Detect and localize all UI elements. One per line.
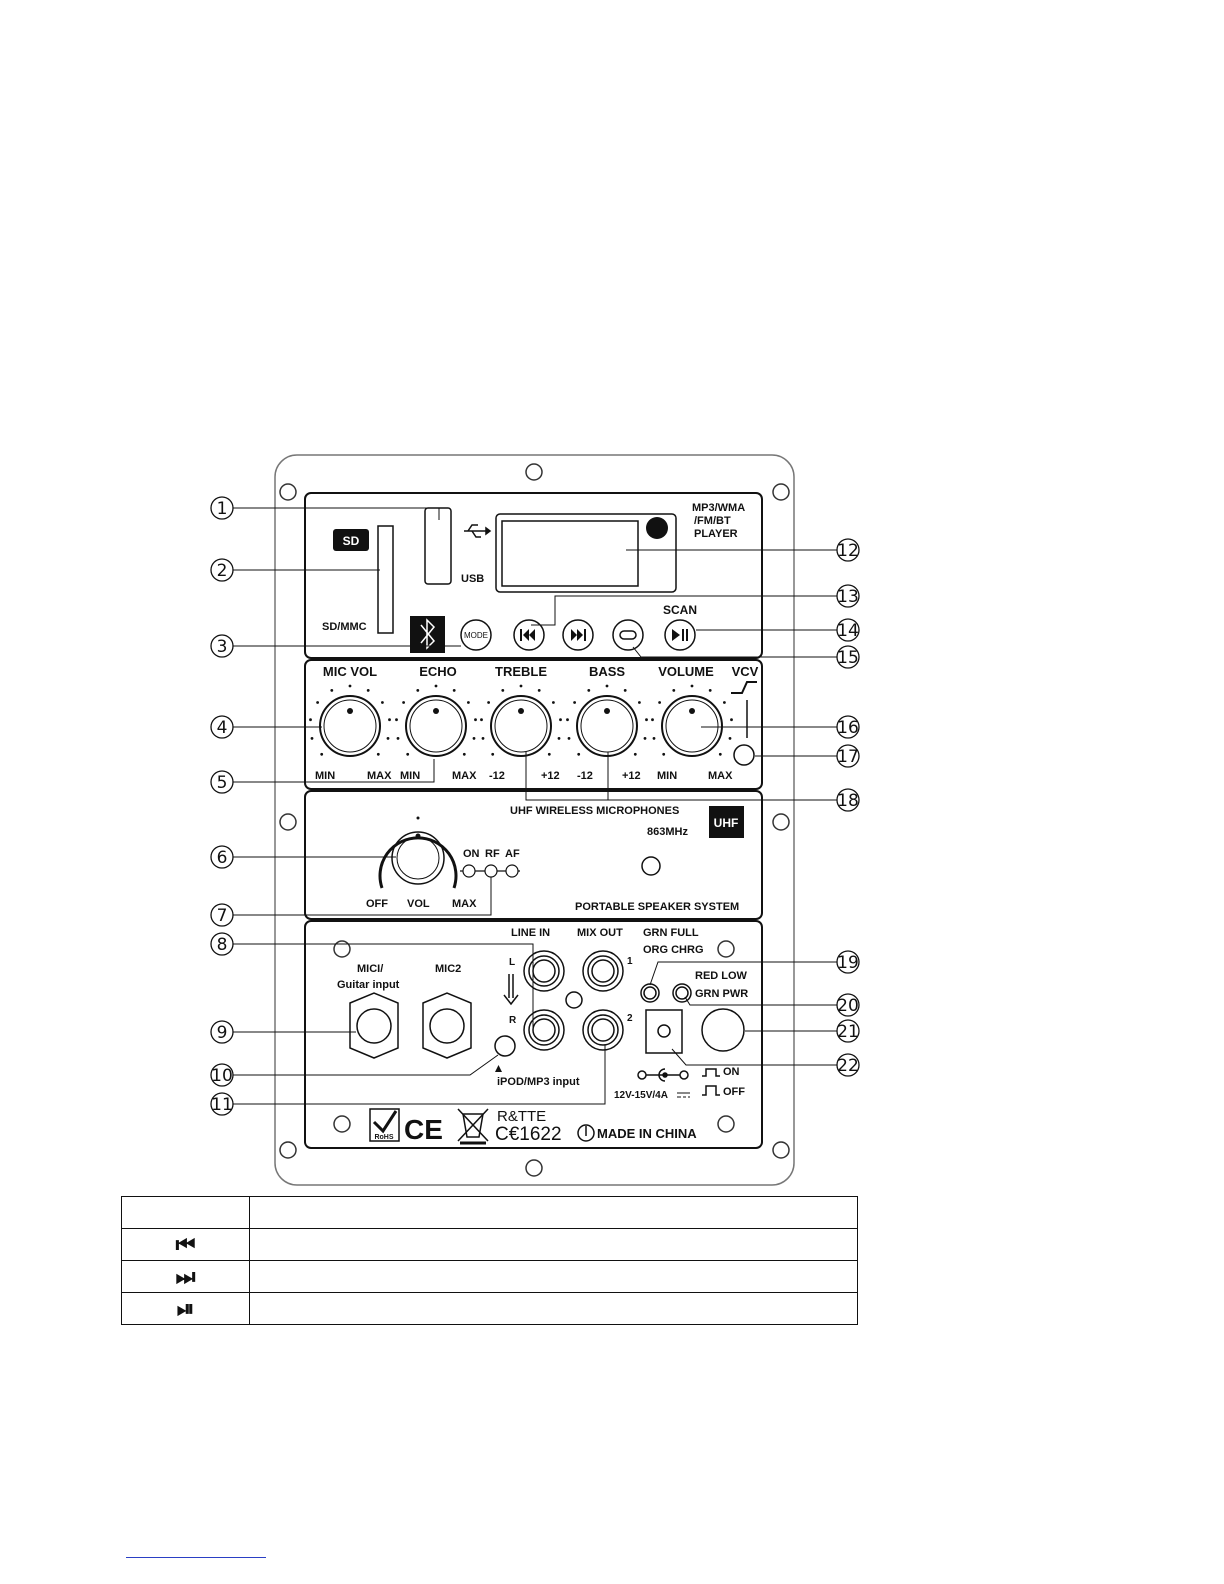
ipod-arrow-icon [495,1065,502,1072]
line-in-left-label: L [509,957,516,968]
treble-max: +12 [541,770,560,782]
power-spec-label: 12V-15V/4A [614,1090,668,1101]
treble-min: -12 [489,770,505,782]
repeat-button[interactable] [613,620,643,650]
next-button[interactable] [563,620,593,650]
mic-vol-max: MAX [367,770,392,782]
play-pause-button[interactable] [665,620,695,650]
uhf-vol-label: VOL [407,898,430,910]
table-row [122,1229,858,1261]
ce-code: C€1622 [495,1124,562,1145]
callout-number: 14 [837,621,859,641]
mic1-jack[interactable] [350,993,398,1058]
weee-bin-icon [458,1109,488,1143]
svg-text:UHF: UHF [713,816,739,830]
power-on-label: ON [723,1066,740,1078]
scan-label: SCAN [662,603,698,617]
volume-max: MAX [708,770,733,782]
callout-number: 18 [837,791,859,811]
callout-7 [211,904,233,926]
table-row [122,1261,858,1293]
previous-icon [520,629,535,641]
knob-title-volume: VOLUME [658,664,714,679]
callout-21 [837,1020,859,1042]
uhf-title: UHF WIRELESS MICROPHONES [510,805,680,817]
mic2-jack[interactable] [423,993,471,1058]
line-in-label: LINE IN [511,927,551,939]
switch-off-icon [702,1086,720,1095]
footer-link-underline[interactable] [126,1557,266,1558]
power-off-label: OFF [723,1086,745,1098]
callout-14 [837,619,859,641]
table-row [122,1197,858,1229]
line-in-right-label: R [509,1015,517,1026]
callout-6 [211,846,233,868]
callout-number: 16 [837,718,859,738]
line-in-right-jack[interactable] [524,1010,564,1050]
callout-8 [211,933,233,955]
mic2-label: MIC2 [435,963,462,975]
knob-title-mic-vol: MIC VOL [322,664,378,679]
down-arrow-icon [504,974,518,1004]
callout-18 [837,789,859,811]
mix-out-2-jack[interactable] [583,1010,623,1050]
sd-card-slot[interactable] [378,526,393,633]
uhf-vol-max: MAX [452,898,477,910]
dc-polarity-icon [638,1069,688,1081]
red-low-label: RED LOW [695,970,747,982]
callout-number: 1 [216,499,228,519]
mix-out-1-jack[interactable] [583,951,623,991]
lcd-display [502,521,638,586]
callout-number: 12 [837,541,859,561]
callout-number: 20 [837,996,859,1016]
usb-port[interactable] [425,508,451,584]
uhf-badge [709,806,744,838]
mix-out-1-label: 1 [627,956,633,967]
grn-full-label: GRN FULL [643,927,699,939]
mic-vol-knob[interactable] [309,685,391,756]
sd-slot-label: SD/MMC [322,621,367,633]
callout-11 [211,1093,233,1115]
made-in-label: MADE IN CHINA [597,1126,697,1141]
callout-19 [837,951,859,973]
callout-16 [837,716,859,738]
usb-label: USB [461,573,485,585]
usb-icon [464,525,490,537]
table-row [122,1293,858,1325]
callout-number: 2 [216,561,228,581]
play-pause-icon: ⏯ [122,1293,250,1325]
callout-number: 9 [216,1023,228,1043]
uhf-indicator-leds [460,865,520,877]
bass-knob[interactable] [566,685,648,756]
power-symbol-icon [578,1125,594,1141]
callout-17 [837,745,859,767]
ir-sensor [646,517,668,539]
rtte-label: R&TTE [497,1108,547,1125]
line-in-left-jack[interactable] [524,951,564,991]
callout-3 [211,635,233,657]
uhf-volume-knob[interactable] [380,817,456,889]
ipod-input-jack[interactable] [495,1036,515,1056]
dc-symbol-icon [677,1093,690,1097]
repeat-icon [620,631,636,639]
next-icon: ⏭ [122,1261,250,1293]
next-icon [571,629,586,641]
callout-13 [837,585,859,607]
treble-knob[interactable] [480,685,562,756]
knob-title-echo: ECHO [419,664,457,679]
callout-number: 5 [216,773,228,793]
volume-min: MIN [657,770,678,782]
rotary-knobs [309,685,733,756]
callout-number: 13 [837,587,859,607]
org-chrg-label: ORG CHRG [643,944,704,956]
callout-20 [837,994,859,1016]
volume-knob[interactable] [651,685,733,756]
svg-text:RoHS: RoHS [374,1134,394,1141]
sd-logo [333,529,369,551]
callout-number: 8 [216,935,228,955]
io-screw-hole [566,992,582,1008]
mode-button[interactable] [461,620,491,650]
callout-number: 11 [211,1095,233,1115]
power-switch[interactable] [702,1009,744,1051]
legend-description-cell [250,1293,858,1325]
mic1-guitar-label: Guitar input [337,979,400,991]
callout-number: 22 [837,1056,859,1076]
callout-number: 15 [837,648,859,668]
knob-title-bass: BASS [588,664,626,679]
bluetooth-icon [410,616,445,653]
callout-number: 21 [837,1022,859,1042]
player-label-3: PLAYER [694,528,738,540]
uhf-ir-window [642,857,660,875]
callout-12 [837,539,859,561]
uhf-vol-off: OFF [366,898,388,910]
mix-out-label: MIX OUT [577,927,623,939]
svg-text:MODE: MODE [464,631,488,640]
vcv-switch-icon [731,682,757,693]
mic-vol-min: MIN [315,770,336,782]
legend-description-cell [250,1229,858,1261]
switch-on-icon [702,1069,720,1076]
indicator-on: ON [463,848,480,860]
callout-number: 17 [837,747,859,767]
play-pause-icon [672,629,688,641]
vcv-indicator-led [734,745,754,765]
legend-description-cell [250,1261,858,1293]
ce-mark: CE [404,1114,443,1145]
player-label-1: MP3/WMA [692,502,746,514]
callout-15 [837,646,859,668]
mic1-label: MICI/ [357,963,384,975]
legend-table [121,1196,858,1325]
callout-number: 4 [216,718,228,738]
vcv-label: VCV [731,664,759,679]
callout-number: 19 [837,953,859,973]
callout-4 [211,716,233,738]
callout-22 [837,1054,859,1076]
callout-9 [211,1021,233,1043]
callout-number: 3 [216,637,228,657]
callout-number: 6 [216,848,228,868]
player-label-2: /FM/BT [694,515,731,527]
knob-title-treble: TREBLE [495,664,547,679]
callout-2 [211,559,233,581]
dc-power-jack[interactable] [646,1010,682,1053]
rohs-logo [370,1109,399,1141]
echo-knob[interactable] [395,685,477,756]
legend-symbol-cell [122,1197,250,1229]
previous-icon: ⏮ [122,1229,250,1261]
legend-description-cell [250,1197,858,1229]
callout-number: 7 [216,906,228,926]
bass-min: -12 [577,770,593,782]
ipod-input-label: iPOD/MP3 input [497,1076,580,1088]
echo-max: MAX [452,770,477,782]
bass-max: +12 [622,770,641,782]
callout-10 [211,1064,233,1086]
svg-text:SD: SD [342,534,360,548]
uhf-frequency: 863MHz [647,826,688,838]
portable-speaker-label: PORTABLE SPEAKER SYSTEM [575,901,740,913]
echo-min: MIN [400,770,421,782]
indicator-rf: RF [485,848,500,860]
callout-1 [211,497,233,519]
indicator-af: AF [505,848,520,860]
grn-pwr-label: GRN PWR [695,988,749,1000]
callout-number: 10 [211,1066,233,1086]
callout-5 [211,771,233,793]
mix-out-2-label: 2 [627,1013,633,1024]
